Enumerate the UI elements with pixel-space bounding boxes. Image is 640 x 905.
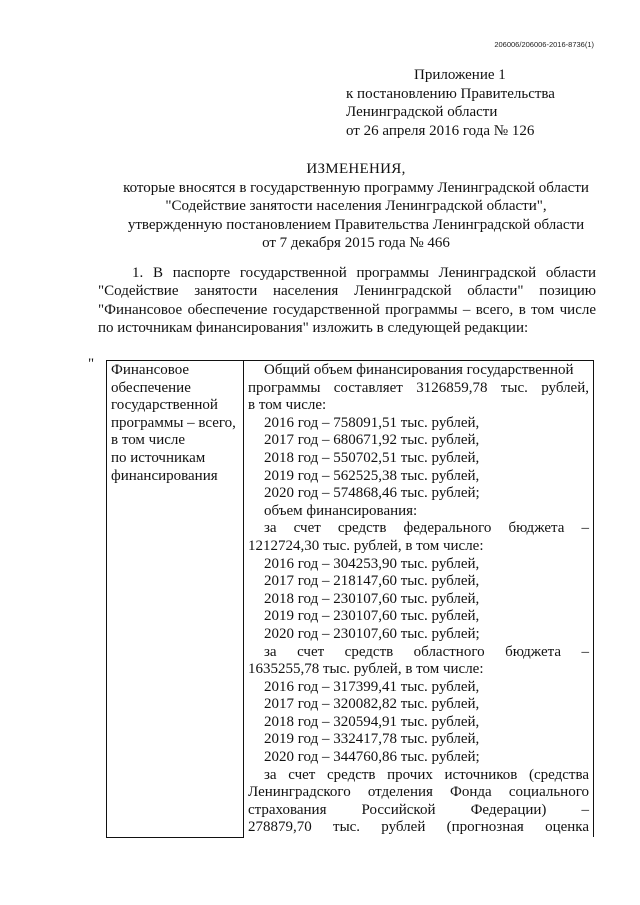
heading-line: от 7 декабря 2015 года № 466 xyxy=(262,235,450,251)
appendix-line: Ленинградской области xyxy=(346,104,498,120)
year-line: 2017 год – 218147,60 тыс. рублей, xyxy=(264,573,480,590)
label-cell xyxy=(107,361,244,838)
label-line: программы – всего, xyxy=(111,414,236,431)
regional-line: за счет средств областного бюджета – xyxy=(264,643,589,660)
heading-line: которые вносятся в государственную программу Ленинградской области xyxy=(123,179,589,196)
year-line: 2018 год – 230107,60 тыс. рублей, xyxy=(264,590,480,607)
label-line: государственной xyxy=(111,397,218,414)
year-line: 2017 год – 680671,92 тыс. рублей, xyxy=(264,432,480,449)
year-line: 2016 год – 758091,51 тыс. рублей, xyxy=(264,414,480,431)
appendix-line: к постановлению Правительства xyxy=(346,85,555,102)
opening-quote-mark: " xyxy=(88,356,95,372)
federal-line: 1212724,30 тыс. рублей, в том числе: xyxy=(248,537,484,554)
document-heading xyxy=(96,160,616,253)
heading-title: ИЗМЕНЕНИЯ, xyxy=(306,161,406,177)
year-line: 2020 год – 230107,60 тыс. рублей; xyxy=(264,625,480,642)
appendix-title: Приложение 1 xyxy=(414,67,506,83)
label-line: Финансовое xyxy=(111,362,190,378)
appendix-line: от 26 апреля 2016 года № 126 xyxy=(346,122,535,139)
federal-line: за счет средств федерального бюджета – xyxy=(264,520,589,537)
other-line: 278879,70 тыс. рублей (прогнозная оценка xyxy=(248,819,589,836)
label-line: финансирования xyxy=(111,467,218,484)
total-line: программы составляет 3126859,78 тыс. рублей, xyxy=(248,379,589,396)
year-line: 2018 год – 550702,51 тыс. рублей, xyxy=(264,449,480,466)
label-line: в том числе xyxy=(111,432,186,449)
year-line: 2016 год – 304253,90 тыс. рублей, xyxy=(264,555,480,572)
year-line: 2016 год – 317399,41 тыс. рублей, xyxy=(264,678,480,695)
passport-table xyxy=(106,360,594,838)
total-line: Общий объем финансирования государственной xyxy=(264,362,574,378)
year-line: 2017 год – 320082,82 тыс. рублей, xyxy=(264,696,480,713)
document-id: 206006/206006-2016-8736(1) xyxy=(494,40,594,49)
total-line: в том числе: xyxy=(248,397,327,414)
year-line: 2019 год – 230107,60 тыс. рублей, xyxy=(264,608,480,625)
label-line: обеспечение xyxy=(111,379,191,396)
regional-line: 1635255,78 тыс. рублей, в том числе: xyxy=(248,661,484,678)
value-cell xyxy=(244,361,594,838)
label-line: по источникам xyxy=(111,449,206,466)
other-line: за счет средств прочих источников (средства xyxy=(264,766,589,783)
year-line: 2019 год – 562525,38 тыс. рублей, xyxy=(264,467,480,484)
other-line: Ленинградского отделения Фонда социального xyxy=(248,784,589,801)
year-line: 2019 год – 332417,78 тыс. рублей, xyxy=(264,731,480,748)
body-paragraph: 1. В паспорте государственной программы Ленинградской области "Содействие занятости населения Ленинградской области" позицию "Финансовое обеспечение государственной программы – всего, в том числе по источникам финансирования" изложить в следующей редакции: xyxy=(98,265,596,337)
other-line: страхования Российской Федерации) – xyxy=(248,801,589,818)
volume-label: объем финансирования: xyxy=(264,502,418,519)
appendix-block xyxy=(346,66,555,140)
heading-line: "Содействие занятости населения Ленинградской области", xyxy=(165,198,547,214)
table-row xyxy=(107,361,594,838)
year-line: 2020 год – 344760,86 тыс. рублей; xyxy=(264,749,480,766)
year-line: 2018 год – 320594,91 тыс. рублей, xyxy=(264,713,480,730)
year-line: 2020 год – 574868,46 тыс. рублей; xyxy=(264,485,480,502)
heading-line: утвержденную постановлением Правительства Ленинградской области xyxy=(127,216,585,233)
